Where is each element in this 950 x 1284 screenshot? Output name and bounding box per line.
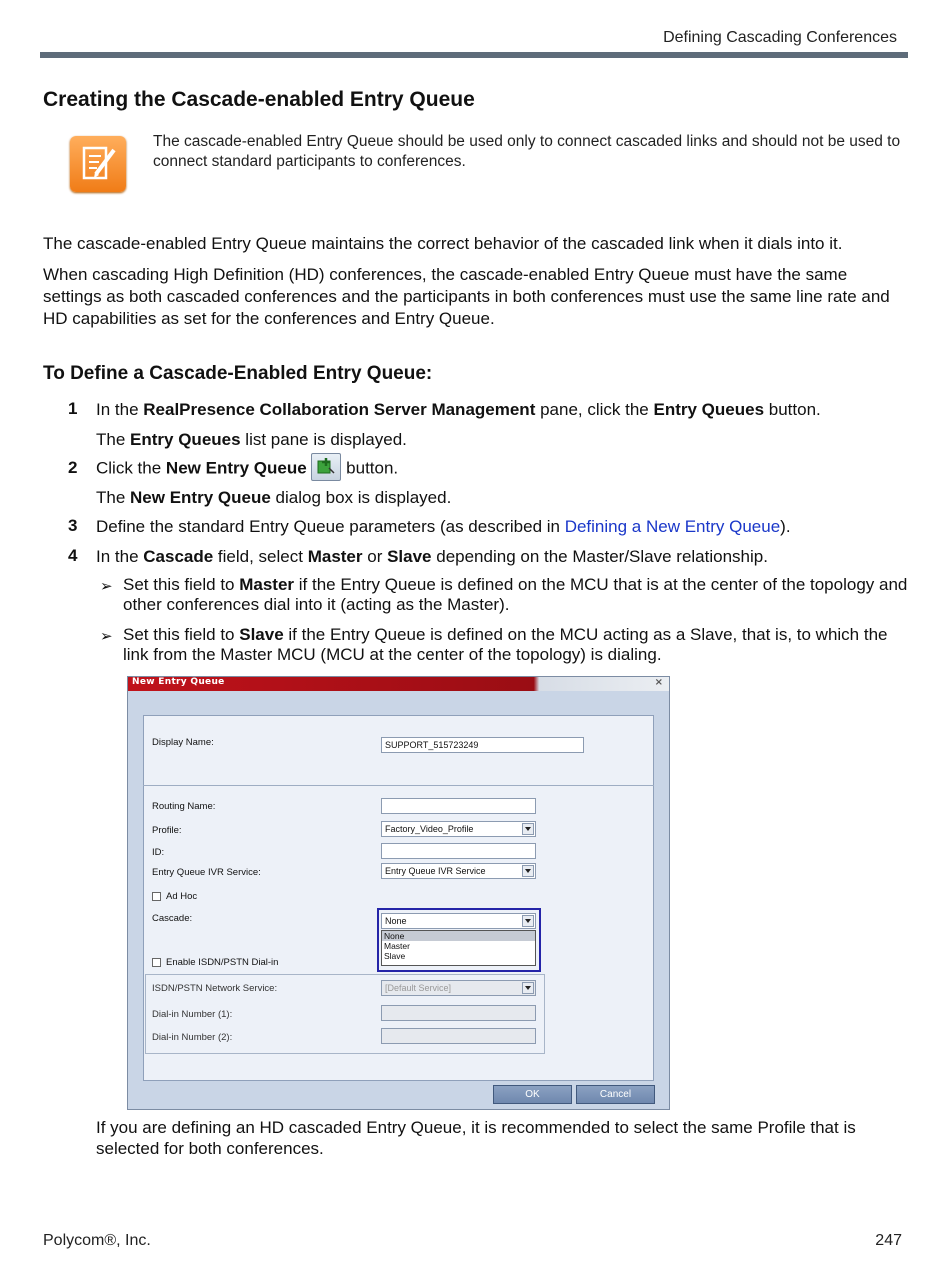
running-header: Defining Cascading Conferences <box>663 29 897 46</box>
cascade-option-none[interactable]: None <box>382 931 535 941</box>
enable-isdn-checkbox[interactable] <box>152 958 161 967</box>
page-title: Creating the Cascade-enabled Entry Queue <box>43 88 475 111</box>
isdn-service-value: [Default Service] <box>385 983 452 993</box>
header-rule <box>40 52 908 58</box>
footer-company: Polycom®, Inc. <box>43 1232 151 1249</box>
page-number: 247 <box>875 1232 902 1249</box>
chevron-down-icon[interactable] <box>522 865 534 877</box>
paragraph-intro: The cascade-enabled Entry Queue maintains the correct behavior of the cascaded link when it dials into it. <box>43 234 843 253</box>
step-number: 1 <box>68 399 78 418</box>
profile-select[interactable] <box>381 821 536 837</box>
step-number: 2 <box>68 458 78 477</box>
close-icon[interactable]: × <box>654 677 663 688</box>
ivr-service-label: Entry Queue IVR Service: <box>152 867 261 878</box>
enable-isdn-label: Enable ISDN/PSTN Dial-in <box>166 957 279 968</box>
ivr-service-select[interactable] <box>381 863 536 879</box>
step-1-result: The Entry Queues list pane is displayed. <box>96 430 407 449</box>
closing-text: If you are defining an HD cascaded Entry Queue, it is recommended to select the same Profile that is selected for both conferences. <box>96 1118 856 1158</box>
procedure-title: To Define a Cascade-Enabled Entry Queue: <box>43 363 433 384</box>
cascade-options-list[interactable] <box>381 930 536 966</box>
cascade-value: None <box>385 916 407 926</box>
routing-name-label: Routing Name: <box>152 801 216 812</box>
chevron-down-icon[interactable] <box>522 823 534 835</box>
dialog-title: New Entry Queue <box>132 677 225 687</box>
defining-new-entry-queue-link[interactable]: Defining a New Entry Queue <box>564 517 781 536</box>
cascade-label: Cascade: <box>152 913 193 924</box>
bullet-master: Set this field to Master if the Entry Queue is defined on the MCU that is at the center of the topology and other conferences dial into it (acting as the Master). <box>123 575 908 614</box>
ad-hoc-checkbox[interactable] <box>152 892 161 901</box>
dialin-1-label: Dial-in Number (1): <box>152 1009 233 1020</box>
step-1-text: In the RealPresence Collaboration Server Management pane, click the Entry Queues button. <box>96 400 821 419</box>
dialog-title-bar <box>128 677 669 691</box>
step-number: 4 <box>68 546 78 565</box>
profile-value: Factory_Video_Profile <box>385 824 474 834</box>
isdn-service-select[interactable] <box>381 980 536 996</box>
chevron-down-icon[interactable] <box>522 915 534 927</box>
isdn-service-label: ISDN/PSTN Network Service: <box>152 983 278 994</box>
dialin-2-label: Dial-in Number (2): <box>152 1032 233 1043</box>
note-pencil-icon <box>70 136 126 192</box>
step-2-text: Click the New Entry Queue button. <box>96 455 906 483</box>
cascade-option-master[interactable]: Master <box>384 941 410 951</box>
new-entry-queue-icon <box>311 453 341 481</box>
display-name-field[interactable]: SUPPORT_515723249 <box>381 737 584 753</box>
cascade-option-slave[interactable]: Slave <box>384 951 406 961</box>
dialin-1-field[interactable] <box>381 1005 536 1021</box>
profile-label: Profile: <box>152 825 182 836</box>
bullet-arrow-icon: ➢ <box>100 578 113 595</box>
paragraph-hd: When cascading High Definition (HD) conferences, the cascade-enabled Entry Queue must have the same settings as both cascaded conferences and the participants in both conferences must use the same line rate and HD capabilities as set for the conferences and Entry Queue. <box>43 265 890 328</box>
step-4-text: In the Cascade field, select Master or Slave depending on the Master/Slave relationship. <box>96 547 768 566</box>
step-2-result: The New Entry Queue dialog box is displayed. <box>96 488 452 507</box>
cancel-button[interactable]: Cancel <box>576 1085 655 1104</box>
bullet-slave: Set this field to Slave if the Entry Queue is defined on the MCU acting as a Slave, that is, to which the link from the Master MCU (MCU at the center of the topology) is dialing. <box>123 625 888 664</box>
id-field[interactable] <box>381 843 536 859</box>
cascade-select[interactable] <box>381 913 536 929</box>
ivr-service-value: Entry Queue IVR Service <box>385 866 486 876</box>
id-label: ID: <box>152 847 165 858</box>
routing-name-field[interactable] <box>381 798 536 814</box>
ok-button[interactable]: OK <box>493 1085 572 1104</box>
note-text: The cascade-enabled Entry Queue should be used only to connect cascaded links and should not be used to connect standard participants to conferences. <box>153 133 901 170</box>
display-name-label: Display Name: <box>152 737 214 748</box>
ad-hoc-label: Ad Hoc <box>166 891 198 902</box>
bullet-arrow-icon: ➢ <box>100 628 113 645</box>
dialin-2-field[interactable] <box>381 1028 536 1044</box>
step-3-text: Define the standard Entry Queue parameters (as described in Defining a New Entry Queue). <box>96 517 791 536</box>
step-number: 3 <box>68 516 78 535</box>
dialog-separator <box>143 785 654 786</box>
chevron-down-icon[interactable] <box>522 982 534 994</box>
